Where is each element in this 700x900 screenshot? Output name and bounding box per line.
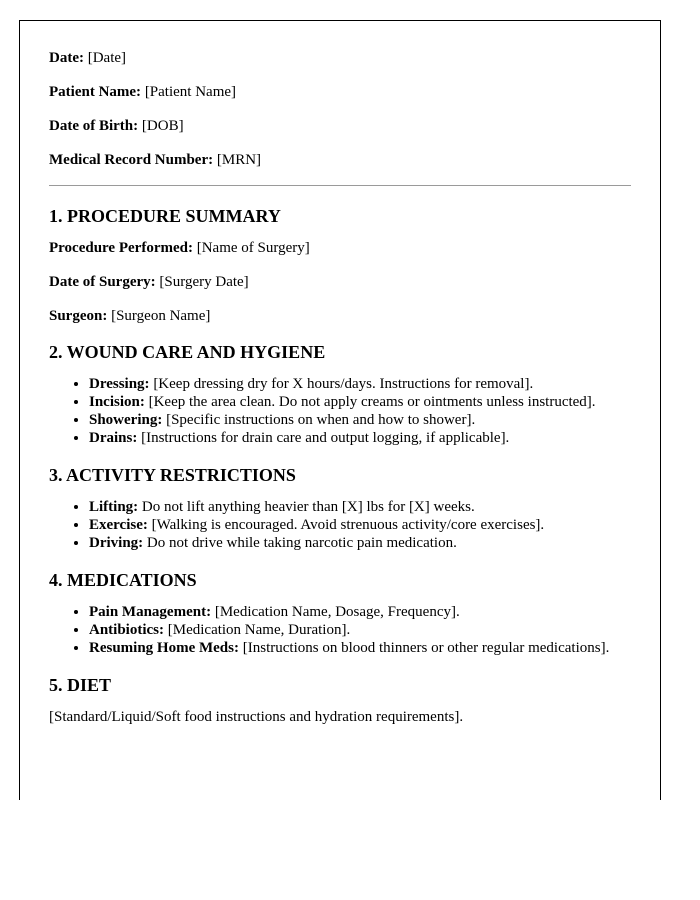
patient-name-label: Patient Name: <box>49 84 142 100</box>
dob-value: [DOB] <box>141 118 184 134</box>
procedure-performed-field <box>49 239 631 257</box>
list-item <box>89 534 631 552</box>
procedure-performed-label: Procedure Performed: <box>49 240 193 256</box>
patient-name-field <box>49 83 631 101</box>
medications-heading: 4. MEDICATIONS <box>49 570 197 590</box>
surgeon-value: [Surgeon Name] <box>111 308 211 324</box>
discharge-document <box>19 20 661 800</box>
item-label: Drains: <box>89 430 138 446</box>
item-label: Pain Management: <box>89 604 212 620</box>
diet-section <box>49 674 631 726</box>
activity-list <box>49 498 631 552</box>
list-item <box>89 375 631 393</box>
date-value: [Date] <box>87 50 127 66</box>
item-text: [Instructions on blood thinners or other regular medications]. <box>242 640 610 656</box>
item-text: Do not lift anything heavier than [X] lbs for [X] weeks. <box>141 499 475 515</box>
activity-heading: 3. ACTIVITY RESTRICTIONS <box>49 465 296 485</box>
list-item <box>89 603 631 621</box>
activity-section <box>49 464 631 552</box>
diet-heading: 5. DIET <box>49 675 112 695</box>
item-label: Antibiotics: <box>89 622 164 638</box>
list-item <box>89 393 631 411</box>
dob-label: Date of Birth: <box>49 118 139 134</box>
item-label: Lifting: <box>89 499 139 515</box>
mrn-value: [MRN] <box>216 152 262 168</box>
list-item <box>89 516 631 534</box>
procedure-section <box>49 205 631 325</box>
item-text: Do not drive while taking narcotic pain medication. <box>146 535 457 551</box>
medications-list <box>49 603 631 657</box>
item-text: [Specific instructions on when and how to shower]. <box>166 412 476 428</box>
surgeon-label: Surgeon: <box>49 308 108 324</box>
item-label: Resuming Home Meds: <box>89 640 239 656</box>
item-text: [Medication Name, Dosage, Frequency]. <box>214 604 460 620</box>
procedure-heading: 1. PROCEDURE SUMMARY <box>49 206 281 226</box>
procedure-performed-value: [Name of Surgery] <box>196 240 310 256</box>
patient-header <box>49 21 631 169</box>
list-item <box>89 411 631 429</box>
list-item <box>89 639 631 657</box>
item-text: [Keep dressing dry for X hours/days. Instructions for removal]. <box>153 376 534 392</box>
list-item <box>89 429 631 447</box>
item-label: Showering: <box>89 412 163 428</box>
surgeon-field <box>49 307 631 325</box>
item-label: Dressing: <box>89 376 150 392</box>
item-label: Exercise: <box>89 517 148 533</box>
item-label: Driving: <box>89 535 144 551</box>
list-item <box>89 621 631 639</box>
header-divider <box>49 185 631 186</box>
medications-section <box>49 569 631 657</box>
list-item <box>89 498 631 516</box>
item-text: [Walking is encouraged. Avoid strenuous activity/core exercises]. <box>151 517 545 533</box>
patient-name-value: [Patient Name] <box>144 84 237 100</box>
mrn-label: Medical Record Number: <box>49 152 214 168</box>
surgery-date-label: Date of Surgery: <box>49 274 156 290</box>
mrn-field <box>49 151 631 169</box>
surgery-date-value: [Surgery Date] <box>159 274 249 290</box>
wound-care-section <box>49 341 631 447</box>
date-label: Date: <box>49 50 84 66</box>
surgery-date-field <box>49 273 631 291</box>
diet-text: [Standard/Liquid/Soft food instructions and hydration requirements]. <box>49 709 464 725</box>
item-text: [Instructions for drain care and output logging, if applicable]. <box>141 430 510 446</box>
wound-care-list <box>49 375 631 447</box>
date-field <box>49 49 631 67</box>
wound-care-heading: 2. WOUND CARE AND HYGIENE <box>49 342 326 362</box>
item-text: [Medication Name, Duration]. <box>167 622 351 638</box>
item-text: [Keep the area clean. Do not apply creams or ointments unless instructed]. <box>148 394 596 410</box>
item-label: Incision: <box>89 394 145 410</box>
dob-field <box>49 117 631 135</box>
